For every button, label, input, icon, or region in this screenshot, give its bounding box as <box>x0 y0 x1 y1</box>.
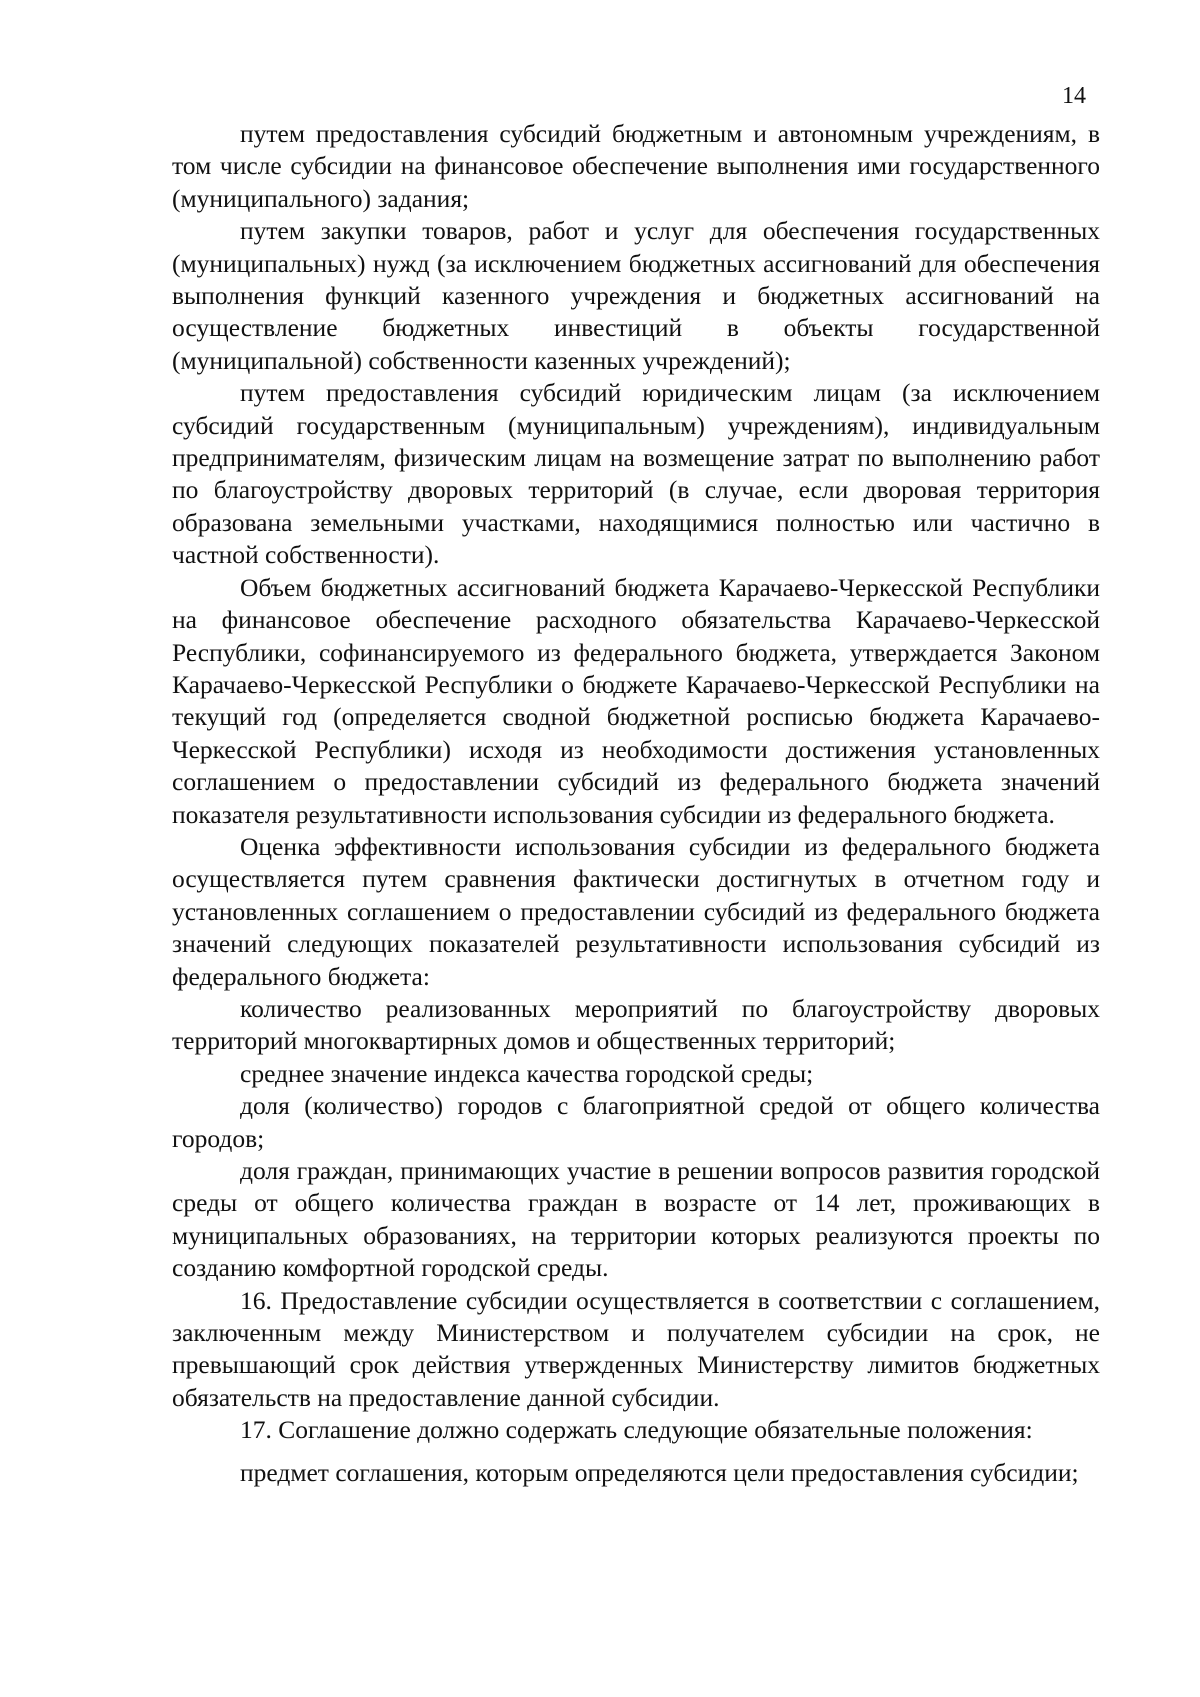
paragraph-efficiency-evaluation: Оценка эффективности использования субсидии из федерального бюджета осуществляется путем сравнения фактически достигнутых в отчетном году и установленных соглашением о предоставлении субсидий из федерального бюджета значений следующих показателей результативности использования субсидий из федерального бюджета: <box>172 831 1100 991</box>
paragraph-subsidies-budget-institutions: путем предоставления субсидий бюджетным и автономным учреждениям, в том числе субсидии на финансовое обеспечение выполнения ими государственного (муниципального) задания; <box>172 119 1100 213</box>
page-number: 14 <box>1062 83 1086 109</box>
paragraph-indicator-cities-share: доля (количество) городов с благоприятной средой от общего количества городов; <box>172 1091 1100 1153</box>
paragraph-indicator-urban-index: среднее значение индекса качества городской среды; <box>240 1058 814 1088</box>
paragraph-item-17: 17. Соглашение должно содержать следующие обязательные положения: <box>240 1415 1033 1445</box>
paragraph-agreement-subject: предмет соглашения, которым определяются цели предоставления субсидии; <box>240 1457 1079 1487</box>
paragraph-item-16: 16. Предоставление субсидии осуществляется в соответствии с соглашением, заключенным между Министерством и получателем субсидии на срок, не превышающий срок действия утвержденных Министерству лимитов бюджетных обязательств на предоставление данной субсидии. <box>172 1285 1100 1412</box>
paragraph-indicator-events-count: количество реализованных мероприятий по благоустройству дворовых территорий многоквартирных домов и общественных территорий; <box>172 993 1100 1056</box>
paragraph-indicator-citizens-share: доля граждан, принимающих участие в решении вопросов развития городской среды от общего количества граждан в возрасте от 14 лет, проживающих в муниципальных образованиях, на территории которых реализуются проекты по созданию комфортной городской среды. <box>172 1156 1100 1283</box>
document-body <box>172 118 1100 1489</box>
paragraph-budget-allocation-volume: Объем бюджетных ассигнований бюджета Карачаево-Черкесской Республики на финансовое обеспечение расходного обязательства Карачаево-Черкесской Республики, софинансируемого из федерального бюджета, утверждается Законом Карачаево-Черкесской Республики о бюджете Карачаево-Черкесской Республики на текущий год (определяется сводной бюджетной росписью бюджета Карачаево-Черкесской Республики) исходя из необходимости достижения установленных соглашением о предоставлении субсидий из федерального бюджета значений показателя результативности использования субсидии из федерального бюджета. <box>172 572 1100 829</box>
paragraph-procurement: путем закупки товаров, работ и услуг для обеспечения государственных (муниципальных) нужд (за исключением бюджетных ассигнований для обеспечения выполнения функций казенного учреждения и бюджетных ассигнований на осуществление бюджетных инвестиций в объекты государственной (муниципальной) собственности казенных учреждений); <box>172 216 1100 375</box>
paragraph-subsidies-legal-entities: путем предоставления субсидий юридическим лицам (за исключением субсидий государственным (муниципальным) учреждениям), индивидуальным предпринимателям, физическим лицам на возмещение затрат по выполнению работ по благоустройству дворовых территорий (в случае, если дворовая территория образована земельными участками, находящимися полностью или частично в частной собственности). <box>172 378 1100 570</box>
